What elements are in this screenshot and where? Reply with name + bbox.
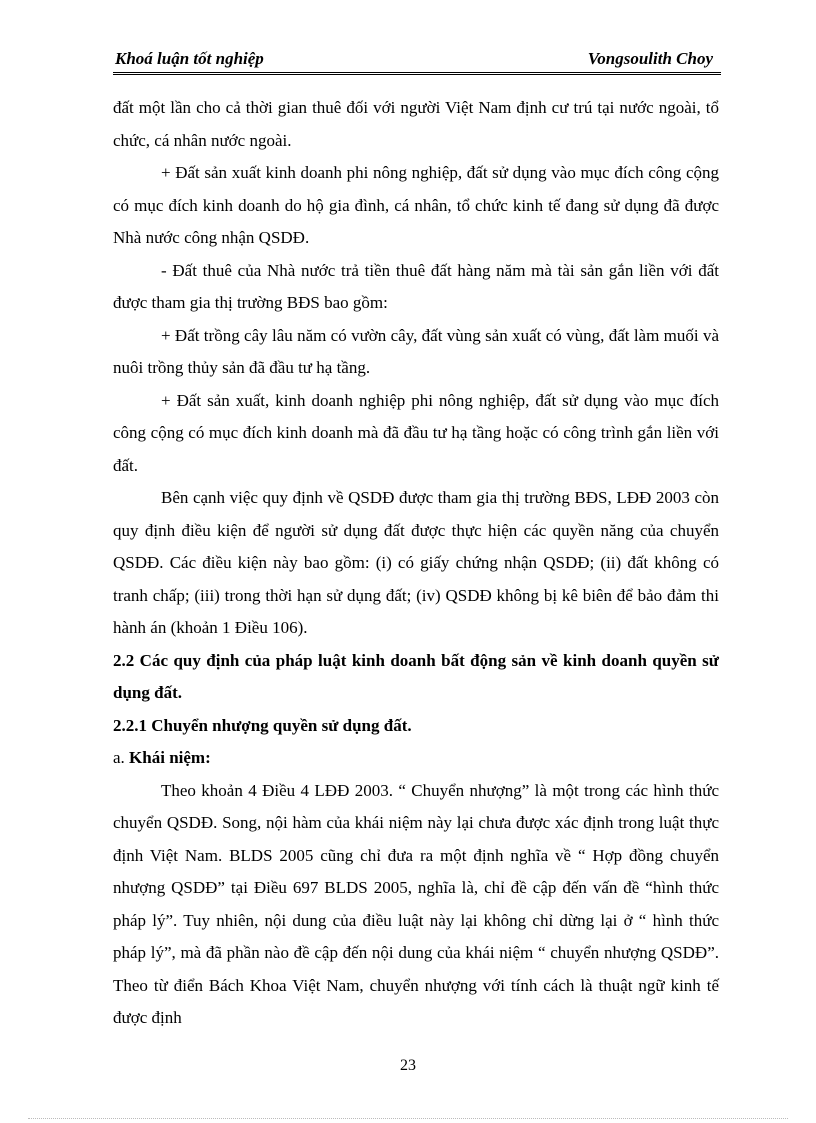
- paragraph-leased-land: - Đất thuê của Nhà nước trả tiền thuê đất hàng năm mà tài sản gắn liền với đất được tham gia thị trường BĐS bao gồm:: [113, 260, 719, 312]
- item-a-label: a.: [113, 748, 130, 767]
- paragraph-conditions: Bên cạnh việc quy định về QSDĐ được tham gia thị trường BĐS, LĐĐ 2003 còn quy định điều kiện để người sử dụng đất được thực hiện các quyền năng của chuyển QSDĐ. Các điều kiện này bao gồm: (i) có giấy chứng nhận QSDĐ; (ii) đất không có tranh chấp; (iii) trong thời hạn sử dụng đất; (iv) QSDĐ không bị kê biên để bảo đảm thi hành án (khoản 1 Điều 106).: [113, 488, 719, 637]
- document-body: [113, 92, 719, 1035]
- page-number: 23: [400, 1057, 416, 1074]
- paragraph-nonagricultural-land: + Đất sản xuất kinh doanh phi nông nghiệp, đất sử dụng vào mục đích công cộng có mục đích kinh doanh do hộ gia đình, cá nhân, tổ chức kinh tế đang sử dụng đã được Nhà nước công nhận QSDĐ.: [113, 163, 719, 247]
- paragraph-production-land: + Đất sản xuất, kinh doanh nghiệp phi nông nghiệp, đất sử dụng vào mục đích công cộng có mục đích kinh doanh mà đã đầu tư hạ tầng hoặc có công trình gắn liền với đất.: [113, 390, 719, 475]
- header-thesis-title: Khoá luận tốt nghiệp: [115, 49, 264, 68]
- header-author-name: Vongsoulith Choy: [587, 49, 713, 68]
- section-heading: 2.2 Các quy định của pháp luật kinh doanh bất động sản về kinh doanh quyền sử dụng đất.: [113, 650, 719, 702]
- paragraph-perennial-crops: + Đất trồng cây lâu năm có vườn cây, đất vùng sản xuất có vùng, đất làm muối và nuôi trồng thủy sản đã đầu tư hạ tầng.: [113, 325, 719, 377]
- item-a-term: Khái niệm: [129, 748, 206, 767]
- paragraph-continuation: đất một lần cho cả thời gian thuê đối với người Việt Nam định cư trú tại nước ngoài, tổ chức, cá nhân nước ngoài.: [113, 98, 719, 150]
- item-a-heading: [113, 742, 719, 775]
- item-a-suffix: :: [205, 748, 211, 767]
- page-bottom-divider: [28, 1118, 788, 1119]
- subsection-heading: 2.2.1 Chuyển nhượng quyền sử dụng đất.: [113, 715, 412, 735]
- page-header: [113, 48, 721, 75]
- paragraph-definition: Theo khoản 4 Điều 4 LĐĐ 2003. “ Chuyển nhượng” là một trong các hình thức chuyển QSDĐ. Song, nội hàm của khái niệm này lại chưa được xác định trong luật thực định Việt Nam. BLDS 2005 cũng chỉ đưa ra một định nghĩa về “ Hợp đồng chuyển nhượng QSDĐ” tại Điều 697 BLDS 2005, nghĩa là, chỉ đề cập đến vấn đề “hình thức pháp lý”. Tuy nhiên, nội dung của điều luật này lại không chỉ dừng lại ở “ hình thức pháp lý”, mà đã phần nào đề cập đến nội dung của khái niệm “ chuyển nhượng QSDĐ”. Theo từ điển Bách Khoa Việt Nam, chuyển nhượng với tính cách là thuật ngữ kinh tế được định: [113, 780, 719, 1027]
